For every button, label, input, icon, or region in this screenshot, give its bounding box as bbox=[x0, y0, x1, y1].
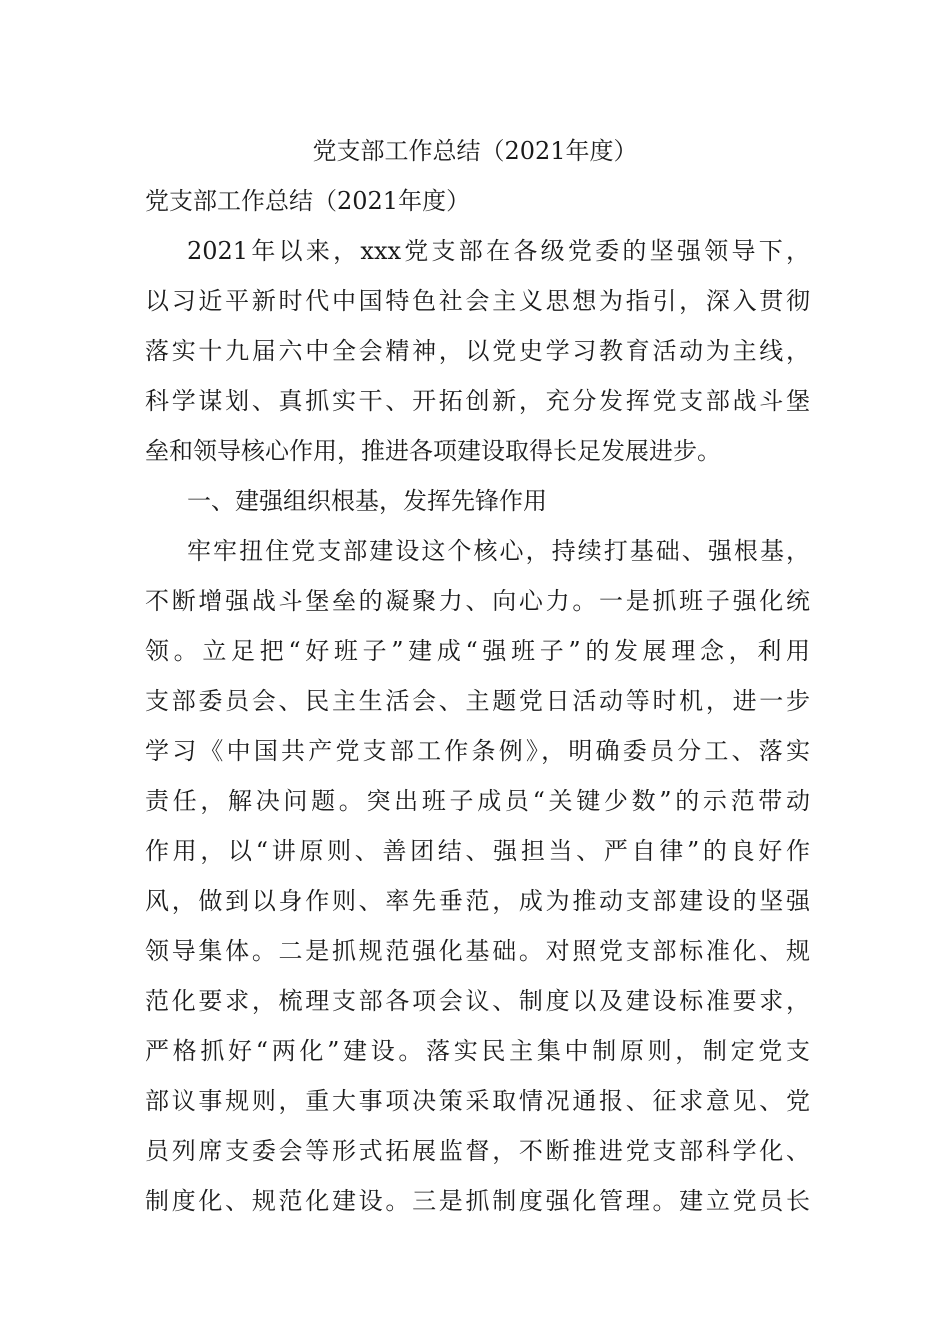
intro-line: 垒和领导核心作用，推进各项建设取得长足发展进步。 bbox=[145, 437, 721, 465]
body-line: 部议事规则，重大事项决策采取情况通报、征求意见、党 bbox=[145, 1087, 810, 1115]
body-line: 牢牢扭住党支部建设这个核心，持续打基础、强根基， bbox=[187, 537, 810, 565]
body-line: 员列席支委会等形式拓展监督，不断推进党支部科学化、 bbox=[145, 1137, 810, 1165]
body-line: 学习《中国共产党支部工作条例》，明确委员分工、落实 bbox=[145, 737, 810, 765]
intro-line: 以习近平新时代中国特色社会主义思想为指引，深入贯彻 bbox=[145, 287, 810, 315]
document-subtitle: 党支部工作总结（2021年度） bbox=[145, 187, 471, 215]
body-line: 支部委员会、民主生活会、主题党日活动等时机，进一步 bbox=[145, 687, 810, 715]
body-line: 领导集体。二是抓规范强化基础。对照党支部标准化、规 bbox=[145, 937, 810, 965]
body-line: 领。立足把“好班子”建成“强班子”的发展理念，利用 bbox=[145, 637, 810, 665]
body-line: 作用，以“讲原则、善团结、强担当、严自律”的良好作 bbox=[145, 837, 810, 865]
intro-line: 2021年以来，xxx党支部在各级党委的坚强领导下， bbox=[187, 237, 810, 265]
section-heading: 一、建强组织根基，发挥先锋作用 bbox=[187, 487, 547, 515]
body-line: 风，做到以身作则、率先垂范，成为推动支部建设的坚强 bbox=[145, 887, 810, 915]
body-line: 责任，解决问题。突出班子成员“关键少数”的示范带动 bbox=[145, 787, 810, 815]
body-line: 范化要求，梳理支部各项会议、制度以及建设标准要求， bbox=[145, 987, 810, 1015]
intro-line: 科学谋划、真抓实干、开拓创新，充分发挥党支部战斗堡 bbox=[145, 387, 810, 415]
document-title: 党支部工作总结（2021年度） bbox=[312, 137, 638, 165]
body-line: 不断增强战斗堡垒的凝聚力、向心力。一是抓班子强化统 bbox=[145, 587, 810, 615]
body-line: 制度化、规范化建设。三是抓制度强化管理。建立党员长 bbox=[145, 1187, 810, 1215]
body-line: 严格抓好“两化”建设。落实民主集中制原则，制定党支 bbox=[145, 1037, 810, 1065]
intro-line: 落实十九届六中全会精神，以党史学习教育活动为主线， bbox=[145, 337, 810, 365]
